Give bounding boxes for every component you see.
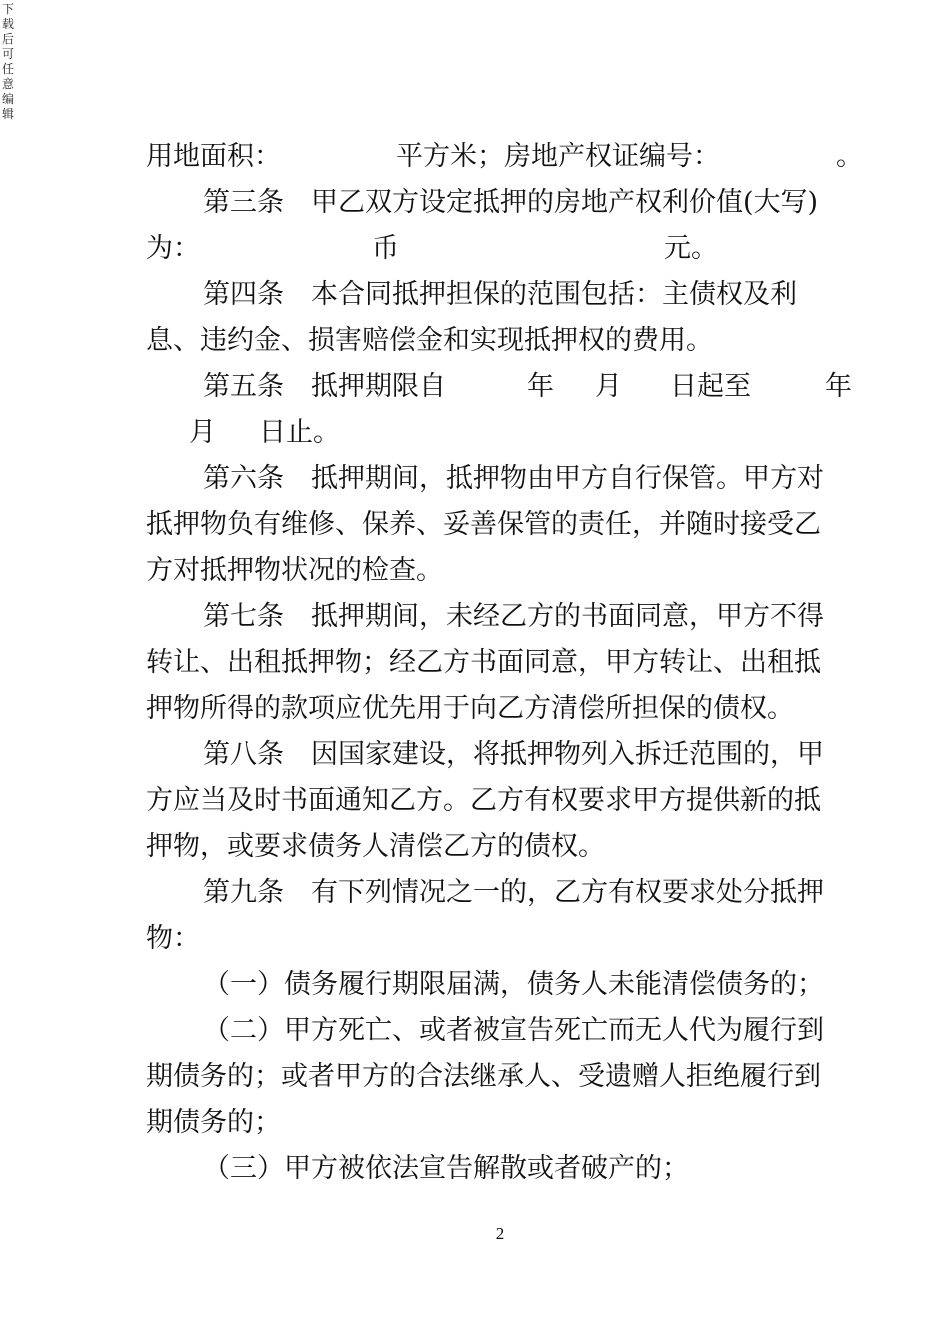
item-1-line [203,965,824,1005]
item-3-text: （三）甲方被依法宣告解散或者破产的； [203,1153,689,1184]
article-6-line-1 [203,459,851,499]
article-4-text-2: 息、违约金、损害赔偿金和实现抵押权的费用。 [146,325,713,356]
article-9-line-2 [146,919,200,959]
mortgage-period-from: 第五条 抵押期限自 [203,371,446,402]
year-label-2: 年 [825,371,852,402]
article-6-text-3: 方对抵押物状况的检查。 [146,555,443,586]
land-area-label: 用地面积： [146,141,281,172]
day-end: 日止。 [259,417,340,448]
article-7-text-3: 押物所得的款项应优先用于向乙方清偿所担保的债权。 [146,693,794,724]
article-9-line-1 [203,873,851,913]
item-2-line-3 [146,1103,281,1143]
article-6-text-2: 抵押物负有维修、保养、妥善保管的责任，并随时接受乙 [146,509,821,540]
item-2-line-1 [203,1011,851,1051]
square-meter-and-certificate-label: 平方米；房地产权证编号： [396,141,720,172]
item-2-text-1: （二）甲方死亡、或者被宣告死亡而无人代为履行到 [203,1015,824,1046]
article-9-text-1: 第九条 有下列情况之一的，乙方有权要求处分抵押 [203,877,824,908]
article-7-line-3 [146,689,794,729]
article-7-text-2: 转让、出租抵押物；经乙方书面同意，甲方转让、出租抵 [146,647,821,678]
article-6-line-3 [146,551,443,591]
page-number: 2 [495,1224,505,1243]
yuan-label: 元。 [664,233,718,264]
article-4-line-2 [146,321,713,361]
month-label-2: 月 [189,417,216,448]
article-7-line-1 [203,597,851,637]
article-8-text-1: 第八条 因国家建设，将抵押物列入拆迁范围的，甲 [203,739,824,770]
item-2-text-2: 期债务的；或者甲方的合法继承人、受遗赠人拒绝履行到 [146,1061,821,1092]
article-6-text-1: 第六条 抵押期间，抵押物由甲方自行保管。甲方对 [203,463,824,494]
item-1-text: （一）债务履行期限届满，债务人未能清偿债务的； [203,969,824,1000]
item-2-line-2 [146,1057,851,1097]
article-8-line-2 [146,781,851,821]
year-label-1: 年 [527,371,554,402]
item-2-text-3: 期债务的； [146,1107,281,1138]
editable-download-note: 下载后可任意编辑 [2,2,15,121]
item-3-line [203,1149,689,1189]
article-8-line-3 [146,827,605,867]
month-label-1: 月 [595,371,622,402]
day-from-to: 日起至 [670,371,751,402]
article-9-text-2: 物： [146,923,200,954]
article-8-text-2: 方应当及时书面通知乙方。乙方有权要求甲方提供新的抵 [146,785,821,816]
article-3-text: 第三条 甲乙双方设定抵押的房地产权利价值(大写) [203,187,819,218]
article-7-text-1: 第七条 抵押期间，未经乙方的书面同意，甲方不得 [203,601,824,632]
article-8-text-3: 押物，或要求债务人清偿乙方的债权。 [146,831,605,862]
currency-label: 币 [372,233,399,264]
value-label: 为： [146,233,200,264]
article-8-line-1 [203,735,851,775]
article-4-line-1 [203,275,851,315]
article-7-line-2 [146,643,851,683]
article-6-line-2 [146,505,851,545]
period-mark: 。 [836,141,863,172]
article-3-line-1 [203,183,851,223]
article-4-text-1: 第四条 本合同抵押担保的范围包括：主债权及利 [203,279,797,310]
